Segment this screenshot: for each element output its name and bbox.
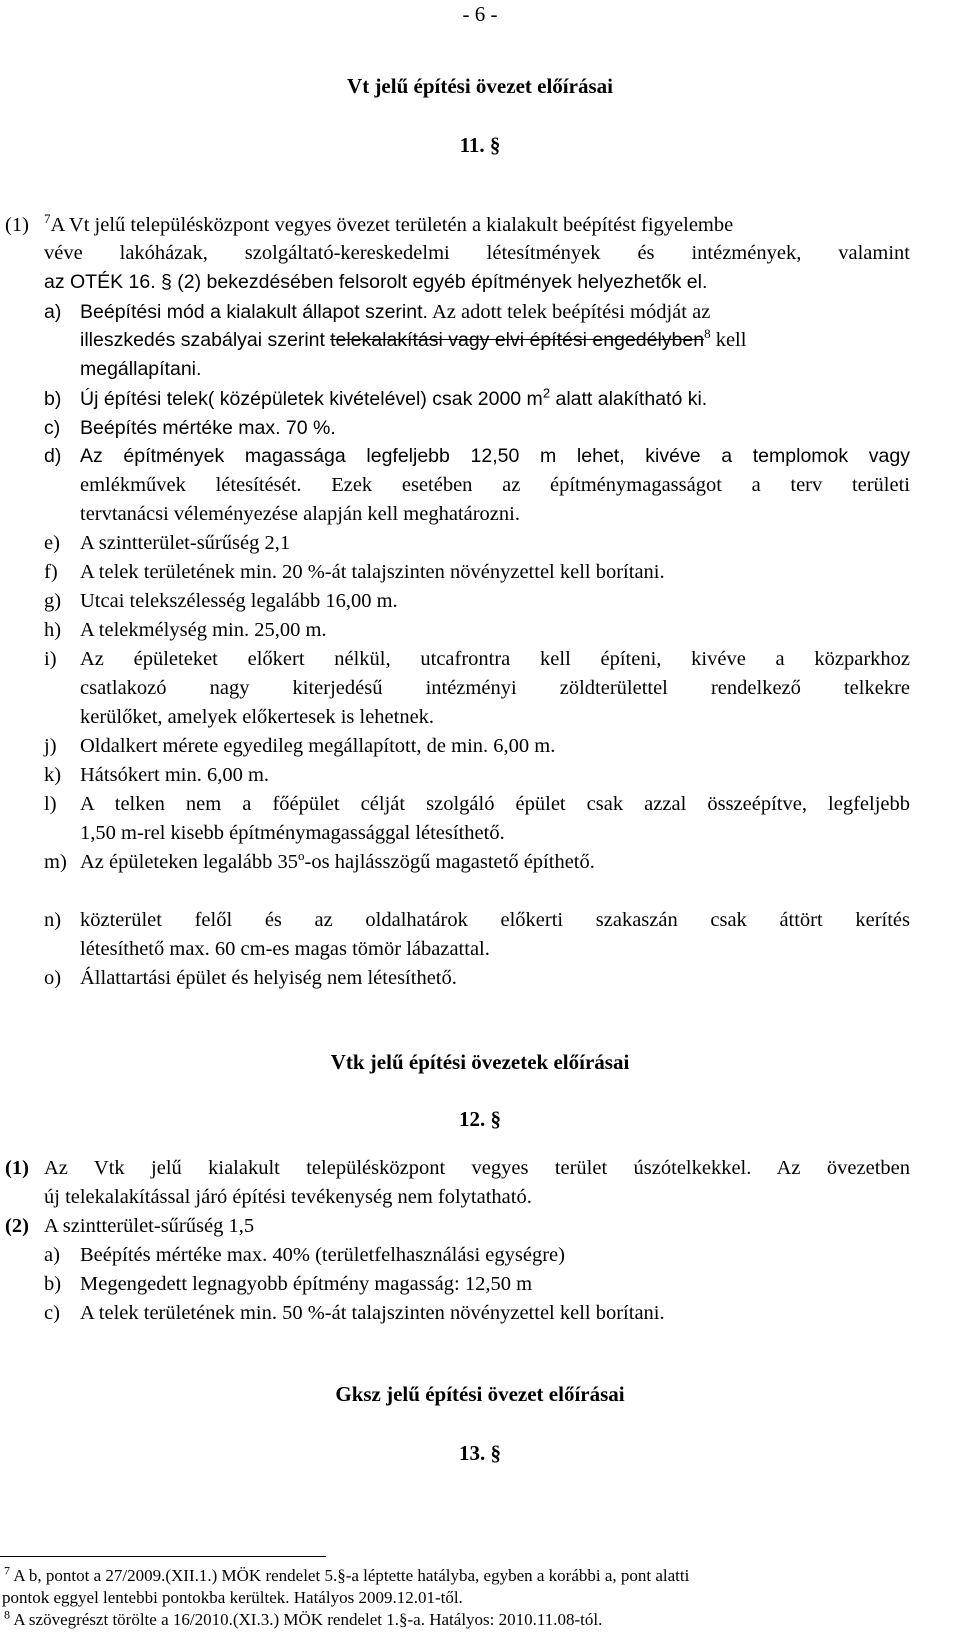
- vt-item-e-text: A szintterület-sűrűség 2,1: [80, 532, 291, 554]
- vt-item-m-label: m): [44, 851, 67, 873]
- vt-item-d-line2: emlékművek létesítését. Ezek esetében az építménymagasságot a terv területi: [80, 474, 910, 496]
- vt-item-n-label: n): [44, 909, 62, 931]
- vt-item-g-label: g): [44, 590, 62, 612]
- vtk-p1-line2: új telekalakítással járó építési tevékenység nem folytatható.: [44, 1186, 532, 1208]
- vt-item-l-line1: A telken nem a főépület célját szolgáló épület csak azzal összeépítve, legfeljebb: [80, 793, 910, 815]
- vt-p1-line1: $^7$A Vt jelű településközpont vegyes övezet területén a kialakult beépítést figyelembe: [44, 211, 734, 236]
- vt-item-c-label: c): [44, 417, 61, 439]
- vt-item-d-line3: tervtanácsi véleményezése alapján kell meghatározni.: [80, 503, 520, 525]
- vt-item-a-label: a): [44, 301, 62, 323]
- vt-item-d-label: d): [44, 445, 62, 467]
- vt-item-a-line3: megállapítani.: [80, 358, 202, 380]
- vtk-p2-label: (2): [5, 1215, 29, 1237]
- vt-item-k-label: k): [44, 764, 62, 786]
- vt-item-n-line2: létesíthető max. 60 cm-es magas tömör lábazattal.: [80, 938, 490, 960]
- vt-item-e-label: e): [44, 532, 60, 554]
- section-vt-paragraph-number: 11. §: [459, 133, 501, 157]
- vt-p1-line3: az OTÉK 16. § (2) bekezdésében felsorolt egyéb építmények helyezhetők el.: [44, 271, 708, 293]
- vt-item-c-text: Beépítés mértéke max. 70 %.: [80, 417, 336, 439]
- vt-item-i-label: i): [44, 648, 57, 670]
- vt-item-d-line1: Az építmények magassága legfeljebb 12,50 m lehet, kivéve a templomok vagy: [80, 445, 910, 467]
- footnote-ref-7[interactable]: 7: [44, 211, 51, 227]
- vt-item-h-label: h): [44, 619, 62, 641]
- vt-item-m-text: Az épületeken legalább 35$^o$-os hajlásszögű magastető építhető.: [80, 848, 595, 873]
- section-vt-title: Vt jelű építési övezet előírásai: [347, 74, 613, 98]
- section-gksz-paragraph-number: 13. §: [459, 1441, 501, 1465]
- vt-item-k-text: Hátsókert min. 6,00 m.: [80, 764, 270, 786]
- vt-item-j-text: Oldalkert mérete egyedileg megállapított, de min. 6,00 m.: [80, 735, 556, 757]
- footnote-7: $^7$ A b, pontot a 27/2009.(XII.1.) MÖK rendelet 5.§-a léptette hatályba, egyben a korábbi a, pont alatti: [4, 1563, 690, 1585]
- vt-item-i-line3: kerülőket, amelyek előkertesek is lehetnek.: [80, 706, 435, 728]
- vt-item-h-text: A telekmélység min. 25,00 m.: [80, 619, 327, 641]
- vt-item-a-line1: Beépítési mód a kialakult állapot szerint. Az adott telek beépítési módját az: [80, 301, 711, 323]
- vt-item-f-text: A telek területének min. 20 %-át talajszinten növényzettel kell borítani.: [80, 561, 665, 583]
- vt-item-b-label: b): [44, 388, 62, 410]
- section-vtk-paragraph-number: 12. §: [459, 1107, 501, 1131]
- vt-p1-label: (1): [5, 214, 29, 236]
- vt-item-j-label: j): [44, 735, 57, 757]
- section-gksz-title: Gksz jelű építési övezet előírásai: [335, 1382, 625, 1406]
- deleted-text: telekalakítási vagy elvi építési engedélyben: [330, 329, 705, 351]
- section-vtk-title: Vtk jelű építési övezetek előírásai: [330, 1050, 630, 1074]
- vt-item-g-text: Utcai telekszélesség legalább 16,00 m.: [80, 590, 398, 612]
- footnote-ref-8[interactable]: 8: [704, 326, 711, 342]
- vt-item-a-line2: illeszkedés szabályai szerint telekalakítási vagy elvi építési engedélyben$^8$ kell: [80, 326, 747, 351]
- vt-item-l-line2: 1,50 m-rel kisebb építménymagassággal létesíthető.: [80, 822, 505, 844]
- vtk-p1-label: (1): [5, 1157, 29, 1179]
- vt-item-o-text: Állattartási épület és helyiség nem létesíthető.: [80, 967, 457, 989]
- footnote-7-line2: pontok eggyel lentebbi pontokba kerültek. Hatályos 2009.12.01-től.: [2, 1588, 463, 1607]
- vtk-item-c-text: A telek területének min. 50 %-át talajszinten növényzettel kell borítani.: [80, 1302, 665, 1324]
- footnote-separator: [0, 1556, 326, 1557]
- vt-item-i-line2: csatlakozó nagy kiterjedésű intézményi zöldterülettel rendelkező telkekre: [80, 677, 910, 699]
- vtk-item-a-label: a): [44, 1244, 60, 1266]
- vt-item-f-label: f): [44, 561, 58, 583]
- vtk-item-c-label: c): [44, 1302, 60, 1324]
- vt-item-i-line1: Az épületeket előkert nélkül, utcafrontra kell építeni, kivéve a közparkhoz: [80, 648, 910, 670]
- vt-item-b-text: Új építési telek( középületek kivételével) csak 2000 $m^2$ alatt alakítható ki.: [80, 385, 708, 410]
- vtk-p1-line1: Az Vtk jelű kialakult településközpont vegyes terület úszótelkekkel. Az övezetben: [44, 1157, 910, 1179]
- vtk-item-a-text: Beépítés mértéke max. 40% (területfelhasználási egységre): [80, 1244, 565, 1266]
- vtk-item-b-text: Megengedett legnagyobb építmény magasság: 12,50 m: [80, 1273, 533, 1295]
- vt-item-n-line1: közterület felől és az oldalhatárok előkerti szakaszán csak áttört kerítés: [80, 909, 910, 931]
- footnote-8: $^8$ A szövegrészt törölte a 16/2010.(XI.3.) MÖK rendelet 1.§-a. Hatályos: 2010.11.08-tól.: [4, 1607, 603, 1629]
- vtk-p2-text: A szintterület-sűrűség 1,5: [44, 1215, 255, 1237]
- vtk-item-b-label: b): [44, 1273, 62, 1295]
- vt-item-l-label: l): [44, 793, 57, 815]
- vt-p1-line2: véve lakóházak, szolgáltató-kereskedelmi létesítmények és intézmények, valamint: [44, 242, 910, 264]
- page-number: - 6 -: [462, 2, 498, 26]
- vt-item-o-label: o): [44, 967, 62, 989]
